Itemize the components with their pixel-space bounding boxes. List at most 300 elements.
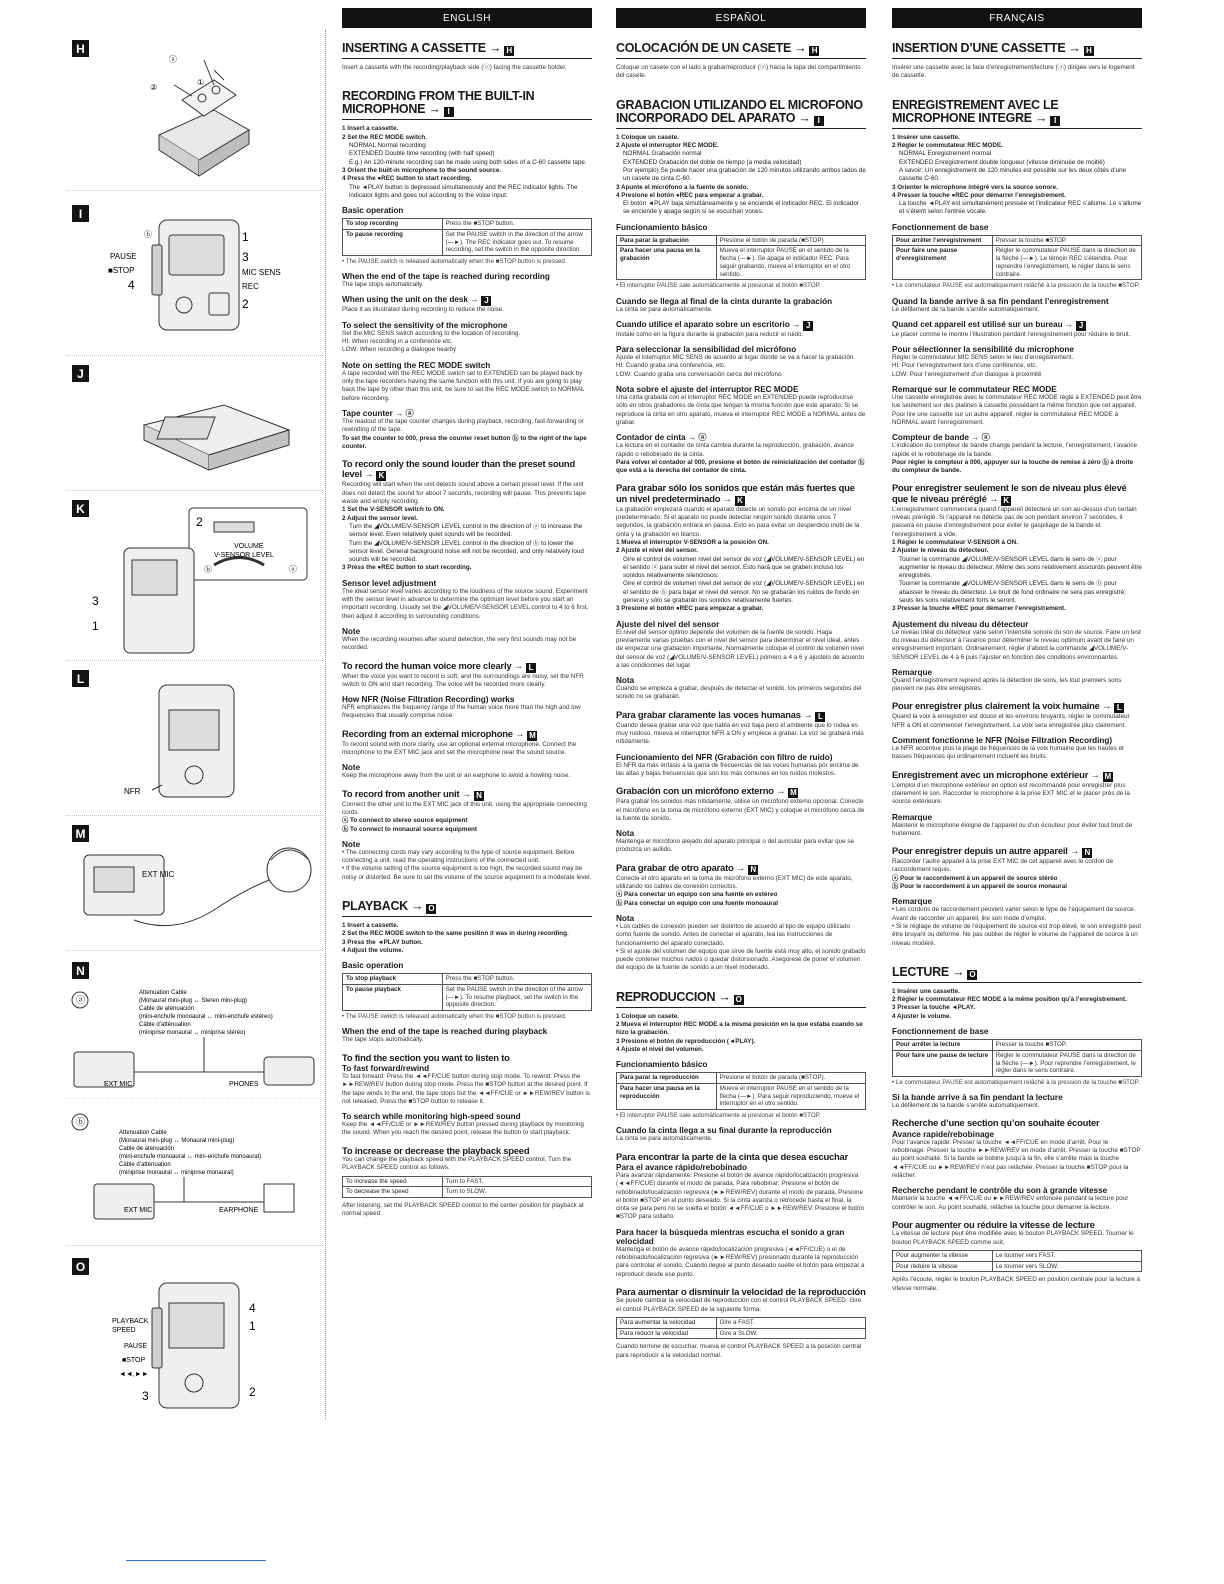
louder-sound-text: Recording will start when the unit detects sound above a certain preset level. If the unit does not detect the sound for about 7 seconds, recording will pause. This prevents tape waste and empty recording. <box>342 481 586 506</box>
human-voice-text: When the voice you want to record is soft, and the surroundings are noisy, set the NFR switch to ON and start recording. The voice will be recorded more clearly. <box>342 672 584 688</box>
fast-forward-title: Para el avance rápido/rebobinado <box>616 1162 748 1172</box>
step-line: 4 Ajuste el nivel del volumen. <box>616 1045 704 1053</box>
sensor-level-title: Sensor level adjustment <box>342 578 437 588</box>
playback-speed-text: La vitesse de lecture peut être modifiée avec le bouton PLAYBACK SPEED. Tourner le bouton PLAYBACK SPEED comme suit. <box>892 1230 1134 1246</box>
fig-n-phones: PHONES <box>229 1081 259 1088</box>
playback-steps <box>616 1013 866 1054</box>
table-cell: Para hacer una pausa en la reproducción <box>617 1083 717 1109</box>
tape-counter-title: Compteur de bande → ⓐ <box>892 433 990 443</box>
rec-mode-note-title: Note on setting the REC MODE switch <box>342 360 491 370</box>
another-unit-monaural: ⓑ Pour le raccordement à un appareil de source monaural <box>892 883 1067 891</box>
basic-operation-label: Fonctionnement de base <box>892 1027 989 1037</box>
fig-o-label-playback: PLAYBACK <box>112 1318 149 1325</box>
section-icon: O <box>734 995 744 1005</box>
cords-note: • Les cordons de raccordement peuvent varier selon le type de l’équipement de source. Avant de raccorder un appareil, lire son mode d’emploi. <box>892 906 1136 922</box>
step-line: 3 Presione el botón ●REC para empezar a grabar. <box>616 605 764 613</box>
step-line: La touche ◄PLAY est simultanément pressée et l’indicateur REC s’allume. Le s’allume et s’éteint selon l’entrée vocale. <box>899 200 1142 216</box>
note-label: Note <box>342 626 361 636</box>
step-line: 4 Adjust the volume. <box>342 946 404 954</box>
note-label: Remarque <box>892 897 933 907</box>
pause-note-playback: • Le commutateur PAUSE est automatiquement relâché à la pression de la touche ■STOP. <box>892 1079 1140 1087</box>
sensitivity-low: LOW: Cuando graba una conversación cerca del micrófono <box>616 370 782 378</box>
howling-note: Keep the microphone away from the unit or an earphone to avoid a howling noise. <box>342 772 571 780</box>
language-header: ESPAÑOL <box>616 8 866 28</box>
section-icon: O <box>426 904 436 914</box>
table-cell: Le tourner vers FAST. <box>992 1250 1141 1261</box>
figure-j <box>64 365 322 490</box>
pause-note: • The PAUSE switch is released automatically when the ■STOP button is pressed. <box>342 258 567 266</box>
table-cell: Mueva el interruptor PAUSE en el sentido de la flecha (—►). Se apaga el indicador REC. Para seguir grabando, mueva el interruptor en el otro sentido. <box>716 246 865 280</box>
louder-sound-text: La grabación empezará cuando el aparato detecte un sonido por encima de un nivel predeterminado. Si el aparato no puede detectar ningún sonido durante unos 7 segundos, la grabación entrará en pausa. Esto es para evitar un desperdicio inútil de la cinta y la grabación en blanco. <box>616 505 860 538</box>
table-cell: To stop playback <box>343 974 443 985</box>
table-cell: Press the ■STOP button. <box>442 219 591 230</box>
end-of-tape-title: When the end of the tape is reached during recording <box>342 272 550 282</box>
playback-controls-illustration <box>64 1258 322 1428</box>
sensitivity-text: Régler le commutateur MIC SENS selon le lieu d’enregistrement. <box>892 354 1074 362</box>
table-cell: To increase the speed <box>343 1176 443 1187</box>
recorder-controls-illustration <box>64 205 322 355</box>
table-cell: Pour réduire la vitesse <box>893 1261 993 1272</box>
table-row <box>343 1187 592 1198</box>
fig-k-label-a: ⓐ <box>289 565 297 574</box>
step-line: NORMAL Grabación normal <box>623 150 702 158</box>
section-icon: H <box>809 46 819 56</box>
column-english <box>342 8 592 1219</box>
desk-title: Cuando utilice el aparato sobre un escritorio → J <box>616 320 866 331</box>
end-of-tape-playback-title: Cuando la cinta llega a su final durante la reproducción <box>616 1126 832 1136</box>
step-line: NORMAL Normal recording <box>349 142 426 150</box>
desk-text: Place it as illustrated during recording to reduce the noise. <box>342 306 505 314</box>
playback-speed-table <box>616 1317 866 1340</box>
rec-mode-note-text: Una cinta grabada con el interruptor REC MODE en EXTENDED puede reproducirse sólo en otros grabadores de cinta que tengan la misma función que este aparato. Si se reproduce la cinta en otro aparato, mueva el interruptor REC MODE a NORMAL antes de grabar. <box>616 394 866 426</box>
nfr-text: El NFR da más énfasis a la gama de frecuencias de las voces humanas por encima de las altas y bajas frecuencias que son los más comunes en los ruidos molestos. <box>616 761 859 777</box>
pause-note: • El interruptor PAUSE sale automáticamente al presionar el botón ■STOP. <box>616 282 821 290</box>
sensor-level-title: Ajuste del nivel del sensor <box>616 619 720 629</box>
step-line: 1 Coloque un casete. <box>616 1012 679 1020</box>
sensitivity-text: Set the MIC SENS switch according to the location of recording. <box>342 329 521 337</box>
table-cell: To pause playback <box>343 984 443 1010</box>
fig-n-ext-mic-a: EXT MIC <box>104 1081 133 1088</box>
playback-speed-title: To increase or decrease the playback speed <box>342 1144 530 1156</box>
section-icon: M <box>790 788 797 798</box>
step-line: 1 Set the V-SENSOR switch to ON. <box>342 506 445 514</box>
table-row <box>893 1250 1142 1261</box>
end-of-tape-playback-title: When the end of the tape is reached during playback <box>342 1027 548 1037</box>
table-row <box>343 984 592 1010</box>
fig-o-label-stop: ■STOP <box>122 1357 146 1364</box>
table-row <box>617 1083 866 1109</box>
step-line: EXTENDED Enregistrement double longueur (vitesse diminuée de moitié) <box>899 158 1105 166</box>
section-icon: J <box>1076 321 1086 331</box>
section-icon: H <box>504 46 514 56</box>
step-line: Tourner la commande ◢VOLUME/V-SENSOR LEVEL dans le sens de ⓑ pour abaisser le niveau du détecteur. Le bruit de fond ordinaire ne sera pas enregistré, seuls les sons relativement forts le seront. <box>899 580 1126 605</box>
fig-n-cable-a-3: (mini-enchufe monoaural ↔ mini-enchufe estéreo) <box>139 1014 273 1020</box>
volume-note: • Si el ajuste del volumen del equipo que sirve de fuente está muy alto, el sonido grabado puede contener muchos ruidos o quedar distorsionado. Asegúrese de poner el volumen del equipo de la fuente de sonido a un nivel moderado. <box>616 947 866 972</box>
table-cell: Para parar la grabación <box>617 235 717 246</box>
step-line: 2 Set the REC MODE switch to the same position it was in during recording. <box>342 930 569 938</box>
external-mic-title: Recording from an external microphone → M <box>342 727 536 740</box>
basic-operation-label: Basic operation <box>342 206 404 216</box>
external-mic-title: Grabación con un micrófono externo → M <box>616 785 797 798</box>
section-icon: I <box>444 107 454 117</box>
vsensor-illustration <box>64 500 322 660</box>
figure-letter: J <box>72 365 89 382</box>
volume-note: • If the volume setting of the source equipment is too high, the recorded sound may be noisy or distorted. Be sure to set the volume of the source equipment to a moderate level. <box>342 865 592 881</box>
another-unit-text: Raccorder l’autre appareil à la prise EXT MIC de cet appareil avec le cordon de raccordement requis. <box>892 858 1114 874</box>
louder-sound-text: L’enregistrement commencera quand l’appareil détectera un son au-dessus d’un certain niveau préréglé. Si l’appareil ne détecte pas de son pendant environ 7 secondes, il passera en pause d’enregistrement pour éviter le gaspillage de la bande et l’enregistrement à vide. <box>892 505 1137 538</box>
table-cell: Presione el botón de parada (■STOP) <box>716 235 865 246</box>
figure-m <box>64 825 322 950</box>
step-line: 3 Presser la touche ●REC pour démarrer l’enregistrement. <box>892 605 1066 613</box>
step-line: Gire el control de volumen nivel del sensor de voz (◢VOLUME/V-SENSOR LEVEL) en el sentido de ⓑ para bajar el nivel del sensor. No se grabarán los ruidos de fondo en general y sólo se grabarán los sonidos relativamente fuertes. <box>623 580 865 605</box>
external-mic-illustration <box>64 825 322 950</box>
pause-note: • Le commutateur PAUSE est automatiquement relâché à la pression de la touche ■STOP. <box>892 282 1140 290</box>
sensor-level-text: El nivel del sensor óptimo depende del volumen de la fuente de sonido. Haga previamente varias pruebas con el nivel del sensor para determinar el nivel ideal, antes de empezar una grabación importante. Normalmente coloque el control de volumen nivel del sensor de voz (◢VOLUME/V-SENSOR LEVEL) primero a 4 a 6 y ajústelo de acuerdo a las condiciones del lugar. <box>616 628 865 669</box>
external-mic-text: To record sound with more clarity, use an optional external microphone. Connect the microphone to the EXT MIC jack and set the microphone near the sound source. <box>342 740 577 757</box>
fig-h-label-2: ② <box>150 83 158 92</box>
end-of-tape-playback-text: La cinta se para automáticamente. <box>616 1135 713 1143</box>
section-icon: K <box>1001 496 1011 506</box>
section-icon: I <box>814 116 824 126</box>
section-title-playback: PLAYBACK → O <box>342 900 592 917</box>
step-line: 3 Presser la touche ◄PLAY. <box>892 1004 975 1012</box>
louder-sound-title: To record only the sound louder than the preset sound level → K <box>342 458 575 481</box>
after-listening-text: Après l’écoute, régler le bouton PLAYBACK SPEED en position centrale pour la lecture à vitesse normale. <box>892 1276 1141 1292</box>
step-line: 2 Ajuster le niveau du détecteur. <box>892 547 989 555</box>
fast-forward-title: To fast forward/rewind <box>342 1063 430 1073</box>
playback-speed-title: Para aumentar o disminuir la velocidad de la reproducción <box>616 1285 866 1297</box>
section-icon: K <box>735 496 745 506</box>
tape-counter-text: L’indication du compteur de bande change pendant la lecture, l’enregistrement, l’avance rapide et le rebobinage de la bande. <box>892 442 1138 458</box>
louder-sound-steps <box>616 539 866 614</box>
basic-operation-label: Fonctionnement de base <box>892 222 989 232</box>
table-row <box>893 1261 1142 1272</box>
note-label: Nota <box>616 829 635 839</box>
table-cell: Para hacer una pausa en la grabación <box>617 246 717 280</box>
bottom-link-rule <box>126 1560 266 1561</box>
fig-h-label-a: ⓐ <box>169 55 177 64</box>
section-icon: N <box>1082 848 1092 858</box>
fig-m-label-ext-mic: EXT MIC <box>142 870 175 879</box>
rec-mode-note-title: Remarque sur le commutateur REC MODE <box>892 385 1057 395</box>
search-title: Recherche pendant le contrôle du son à grande vitesse <box>892 1186 1108 1196</box>
human-voice-title: Para grabar claramente las voces humanas → L <box>616 710 866 722</box>
end-of-tape-text: La cinta se para automáticamente. <box>616 305 713 313</box>
table-row <box>617 235 866 246</box>
fig-n-cable-a-5: (miniprise monaural ↔ miniprise stéréo) <box>139 1030 246 1036</box>
table-row <box>617 246 866 280</box>
external-mic-text: Para grabar los sonidos más nítidamente, utilice un micrófono externo opcional. Conecte el micrófono en la toma de micrófono externo (EXT MIC) y coloque el micrófono cerca de la fuente de sonido. <box>616 798 865 822</box>
fig-i-label-2: 2 <box>242 297 249 311</box>
step-line: El botón ◄PLAY baja simultáneamente y se enciende el indicador REC. El indicador se enciende y apaga según si se escuchan voces. <box>623 200 859 216</box>
table-cell: Turn to SLOW. <box>442 1187 591 1198</box>
table-cell: To pause recording <box>343 229 443 255</box>
step-line: 1 Insérer une cassette. <box>892 133 960 141</box>
playback-steps <box>892 988 1142 1021</box>
section-icon: J <box>481 296 491 306</box>
pause-note-playback: • El interruptor PAUSE sale automáticamente al presionar el botón ■STOP. <box>616 1112 821 1120</box>
fig-n-cable-b-3: (mini-enchufe monoaural ↔ mini-enchufe monoaural) <box>119 1154 262 1160</box>
fig-o-label-2: 2 <box>249 1385 256 1399</box>
step-line: Turn the ◢VOLUME/V-SENSOR LEVEL control in the direction of ⓐ to increase the sensor level. Even relatively quiet sounds will be recorded. <box>349 522 583 539</box>
another-unit-stereo: ⓐ Para conectar un equipo con una fuente en estéreo <box>616 891 778 899</box>
fast-forward-text: Pour l’avance rapide: Presser la touche ◄◄FF/CUE en mode d’arrêt. Pour le rebobinage: Presser la touche ►►REW/REV en mode d’arrêt. Presser la touche ■STOP au point souhaité. Si la bande se bobine jusqu’à la fin, elle s’arrête mais la touche ◄◄FF/CUE ou ►►REW/REV n’est pas relâchée. Presser la touche ■STOP pour la relâcher. <box>892 1138 1141 1179</box>
table-cell: Pour augmenter la vitesse <box>893 1250 993 1261</box>
section-title-insert: INSERTING A CASSETTE → H <box>342 42 592 59</box>
nfr-title: Funcionamiento del NFR (Grabación con filtro de ruido) <box>616 752 833 762</box>
step-line: 1 Insert a cassette. <box>342 922 399 930</box>
step-line: 3 Press the ●REC button to start recording. <box>342 564 472 572</box>
step-line: 3 Orient the built-in microphone to the sound source. <box>342 166 502 174</box>
fig-o-label-ffrew: ◄◄,►► <box>119 1371 149 1378</box>
playback-speed-title: Pour augmenter ou réduire la vitesse de lecture <box>892 1218 1095 1230</box>
table-row <box>343 1176 592 1187</box>
another-unit-text: Conecte el otro aparato en la toma de micrófono externo (EXT MIC) de este aparato, utilizando los cables de conexión correctos. <box>616 874 853 891</box>
step-line: 2 Régler le commutateur REC MODE à la même position qu’à l’enregistrement. <box>892 996 1127 1004</box>
search-title: Para hacer la búsqueda mientras escucha el sonido a gran velocidad <box>616 1227 845 1246</box>
note-label: Nota <box>616 913 635 923</box>
louder-sound-steps <box>892 539 1142 614</box>
step-line: E.g.) An 120-minute recording can be made using both sides of a C-60 cassette tape. <box>349 158 587 166</box>
rec-mode-note-text: A tape recorded with the REC MODE switch set to EXTENDED can be played back by only the tape recorders having the same function with this unit. If you are going to play back the tape by other than this unit, be sure to set the REC MODE switch to NORMAL before recording. <box>342 369 585 402</box>
recording-operation-table <box>616 235 866 281</box>
playback-steps <box>342 922 592 955</box>
step-line: 1 Insert a cassette. <box>342 125 399 133</box>
sensitivity-text: Ajuste el interruptor MIC SENS de acuerdo al lugar donde se va a hacer la grabación. <box>616 354 856 362</box>
figure-letter: O <box>72 1258 89 1275</box>
step-line: 3 Apunte el micrófono a la fuente de sonido. <box>616 183 749 191</box>
desk-text: Le placer comme le montre l’illustration pendant l’enregistrement pour réduire le bruit. <box>892 330 1131 338</box>
step-line: The ◄PLAY button is depressed simultaneously and the REC indicator lights. The indicator lights and goes out according to the voice input. <box>349 183 578 199</box>
playback-operation-table <box>892 1039 1142 1077</box>
basic-operation-label: Basic operation <box>342 961 404 971</box>
fig-n-ext-mic-b: EXT MIC <box>124 1207 153 1214</box>
sensitivity-low: LOW: Pour l’enregistrement d’un dialogue à proximité <box>892 370 1042 378</box>
recording-operation-table <box>892 235 1142 281</box>
recording-steps <box>342 125 592 200</box>
step-line: 1 Mueva el interruptor V-SENSOR a la posición ON. <box>616 538 769 546</box>
search-title: To search while monitoring high-speed sound <box>342 1112 521 1122</box>
search-text: Mantenga el botón de avance rápido/localización progresiva (◄◄FF/CUE) o el de rebobinado/localización regresiva (►►REW/REV) presionado durante la reproducción para controlar el sonido. Cuando llegue al punto deseado suelte el botón para empezar a reproducir desde ese punto. <box>616 1245 865 1278</box>
note-label: Remarque <box>892 812 933 822</box>
figure-l <box>64 670 322 815</box>
fig-k-label-1: 1 <box>92 619 99 633</box>
table-cell: Gire a FAST. <box>716 1317 865 1328</box>
section-title-insert: INSERTION D’UNE CASSETTE → H <box>892 42 1142 59</box>
volume-note: • Si le réglage de volume de l’équipement de source est trop élevé, le son enregistré peut être bruyant ou déformé. Ne pas oublier de régler le volume de l’appareil de source à un niveau modéré. <box>892 922 1141 947</box>
sensitivity-title: To select the sensitivity of the microphone <box>342 320 508 330</box>
table-row <box>343 974 592 985</box>
tape-counter-reset: Pour régler le compteur à 000, appuyer sur la touche de remise à zéro ⓑ à droite du compteur de bande. <box>892 458 1134 475</box>
step-line: 4 Presser la touche ●REC pour démarrer l’enregistrement. <box>892 191 1066 199</box>
sensitivity-title: Para seleccionar la sensibilidad del micrófono <box>616 345 797 355</box>
fig-i-label-3: 3 <box>242 250 249 264</box>
note-label: Remarque <box>892 667 933 677</box>
recording-operation-table <box>342 218 592 256</box>
section-icon: K <box>376 471 386 481</box>
step-line: 3 Press the ◄PLAY button. <box>342 938 423 946</box>
section-title-insert: COLOCACIÓN DE UN CASETE → H <box>616 42 866 59</box>
table-cell: To stop recording <box>343 219 443 230</box>
nfr-title: How NFR (Noise Filtration Recording) works <box>342 695 515 705</box>
table-cell: Pour faire une pause de lecture <box>893 1050 993 1076</box>
fig-k-label-2: 2 <box>196 515 203 529</box>
table-cell: Pour arrêter l’enregistrement <box>893 235 993 246</box>
table-cell: To decrease the speed <box>343 1187 443 1198</box>
step-line: EXTENDED Double time recording (with half speed) <box>349 150 495 158</box>
figure-h <box>64 40 322 190</box>
step-line: 3 Orienter le microphone intégré vers la source sonore. <box>892 183 1058 191</box>
another-unit-stereo: ⓐ Pour le raccordement à un appareil de source stéréo <box>892 874 1058 882</box>
section-title-recording: GRABACION UTILIZANDO EL MICROFONO INCORPORADO DEL APARATO → I <box>616 99 866 129</box>
fig-k-label-b: ⓑ <box>204 565 212 574</box>
fig-n-cable-a-0: Attenuation Cable <box>139 990 187 996</box>
tape-counter-text: La lectura en el contador de cinta cambia durante la reproducción, grabación, avance rápido o rebobinado de la cinta. <box>616 442 855 458</box>
howling-note: Maintenir le microphone éloigné de l’appareil ou d’un écouteur pour éviter tout bruit de hurlement. <box>892 821 1133 837</box>
table-row <box>893 235 1142 246</box>
table-row <box>343 219 592 230</box>
step-line: Tourner la commande ◢VOLUME/V-SENSOR LEVEL dans le sens de ⓐ pour augmenter le niveau du détecteur. Même des sons relativement assourdis peuvent être enregistrés. <box>899 555 1142 580</box>
table-cell: Régler le commutateur PAUSE dans la direction de la flèche (—►). Pour reprendre l’enregistrement, le régler dans le sens contraire. <box>992 1050 1141 1076</box>
illustration-strip <box>64 30 326 1420</box>
cassette-insert-illustration <box>64 40 322 190</box>
playback-speed-table <box>892 1250 1142 1273</box>
step-line: Gire el control de volumen nivel del sensor de voz (◢VOLUME/V-SENSOR LEVEL) en el sentido ⓐ para subir el nivel del sensor. Esto hará que se graben incluso los sonidos relativamente silenciosos. <box>623 555 865 580</box>
another-unit-illustration <box>64 962 322 1242</box>
step-line: Turn the ◢VOLUME/V-SENSOR LEVEL control in the direction of ⓑ to lower the sensor level. General background noise will not be recorded, and only relatively loud sounds will be recorded. <box>349 539 584 564</box>
fast-forward-title: Avance rapide/rebobinage <box>892 1129 995 1139</box>
end-of-tape-playback-title: Si la bande arrive à sa fin pendant la lecture <box>892 1093 1063 1103</box>
table-row <box>893 1040 1142 1051</box>
pause-note-playback: • The PAUSE switch is released automatically when the ■STOP button is pressed. <box>342 1013 567 1021</box>
note-resume-text: Cuando se empieza a grabar, después de detectar el sonido, los primeros segundos del sonido no se grabarán. <box>616 685 862 701</box>
sensitivity-title: Pour sélectionner la sensibilité du microphone <box>892 345 1074 355</box>
step-line: 1 Régler le commutateur V-SENSOR à ON. <box>892 538 1018 546</box>
playback-speed-text: You can change the playback speed with the PLAYBACK SPEED control. Turn the PLAYBACK SPEED control as follows. <box>342 1156 572 1172</box>
fig-n-cable-b-1: (Monaural mini-plug ↔ Monaural mini-plug) <box>119 1138 235 1144</box>
note-resume-text: When the recording resumes after sound detection, the very first sounds may not be recorded. <box>342 635 577 652</box>
end-of-tape-title: Quand la bande arrive à sa fin pendant l’enregistrement <box>892 296 1109 306</box>
tape-counter-title: Tape counter → ⓐ <box>342 408 414 418</box>
human-voice-text: Quand la voix à enregistrer est douce et les environs bruyants, régler le commutateur NFR à ON et commencer l’enregistrement. La voix sera enregistrée plus clairement. <box>892 713 1130 729</box>
section-icon: N <box>748 865 758 875</box>
table-cell: Para parar la reproducción <box>617 1073 717 1084</box>
human-voice-title: Pour enregistrer plus clairement la voix humaine → L <box>892 701 1142 713</box>
playback-speed-table <box>342 1176 592 1199</box>
search-text: Maintenir la touche ◄◄FF/CUE ou ►►REW/REV enfoncée pendant la lecture pour contrôler le son. Au point souhaité, relâcher la touche pour démarrer la lecture. <box>892 1195 1129 1211</box>
section-title-playback: REPRODUCCION → O <box>616 991 866 1008</box>
figure-letter: M <box>72 825 89 842</box>
recording-steps <box>616 134 866 217</box>
fig-o-label-4: 4 <box>249 1301 256 1315</box>
column-french <box>892 8 1142 1293</box>
step-line: 2 Ajuste el nivel del sensor. <box>616 547 699 555</box>
table-cell: Presione el botón de parada (■STOP). <box>716 1073 865 1084</box>
find-section-title: Recherche d’une section qu’on souhaite écouter <box>892 1117 1100 1129</box>
table-row <box>617 1317 866 1328</box>
table-row <box>343 229 592 255</box>
another-unit-title: Para grabar de otro aparato → N <box>616 863 866 875</box>
table-cell: Régler le commutateur PAUSE dans la direction de la flèche (—►). Le témoin REC s’éteindra. Pour reprendre l’enregistrement, le régler dans le sens contraire. <box>992 246 1141 280</box>
figure-letter: L <box>72 670 89 687</box>
fig-i-label-mic-sens: MIC SENS <box>242 268 281 277</box>
after-listening-text: Cuando termine de escuchar, mueva el control PLAYBACK SPEED a la posición central para reproducir a la velocidad normal. <box>616 1343 862 1359</box>
step-line: 4 Presione el botón ●REC para empezar a grabar. <box>616 191 764 199</box>
note-label: Nota <box>616 676 635 686</box>
step-line: 2 Set the REC MODE switch. <box>342 133 428 141</box>
desk-text: Instale como en la figura durante la grabación para reducir el ruido. <box>616 330 804 338</box>
end-of-tape-playback-text: Le défilement de la bande s’arrête automatiquement. <box>892 1102 1040 1110</box>
step-line: 1 Coloque un casete. <box>616 133 679 141</box>
table-cell: Para reducir la velocidad <box>617 1328 717 1339</box>
table-cell: Turn to FAST. <box>442 1176 591 1187</box>
table-cell: Set the PAUSE switch in the direction of the arrow (—►). To resume playback, set the switch in the opposite direction. <box>442 984 591 1010</box>
language-header: FRANÇAIS <box>892 8 1142 28</box>
section-title-recording: RECORDING FROM THE BUILT-IN MICROPHONE → I <box>342 90 592 120</box>
step-line: 2 Adjust the sensor level. <box>342 514 418 522</box>
fig-n-cable-b-4: Câble d’atténuation <box>119 1162 171 1168</box>
basic-operation-label: Funcionamiento básico <box>616 222 708 232</box>
howling-note: Mantenga el micrófono alejado del aparato principal o del auricular para evitar que se produzca un aullido. <box>616 838 855 854</box>
fig-i-label-b: ⓑ <box>144 230 152 239</box>
playback-speed-text: Se puede cambiar la velocidad de reproducción con el control PLAYBACK SPEED. Gire el control PLAYBACK SPEED de la siguiente forma. <box>616 1297 862 1313</box>
section-icon: L <box>526 663 536 673</box>
section-icon: H <box>1084 46 1094 56</box>
step-line: A savoir: Un enregistrement de 120 minutes est possible sur les deux côtés d’une cassette C-60. <box>899 166 1127 183</box>
step-line: 1 Insérer une cassette. <box>892 987 960 995</box>
figure-letter: N <box>72 962 89 979</box>
step-line: 4 Press the ●REC button to start recording. <box>342 175 472 183</box>
louder-sound-title: Para grabar sólo los sonidos que están más fuertes que un nivel predeterminado → K <box>616 482 855 505</box>
fig-k-label-volume: VOLUME <box>234 543 264 550</box>
another-unit-stereo: ⓐ To connect to stereo source equipment <box>342 817 468 825</box>
step-line: 2 Ajuste el interruptor REC MODE. <box>616 142 719 150</box>
tape-counter-text: The readout of the tape counter changes during playback, recording, fast-forwarding or rewinding of the tape. <box>342 417 584 434</box>
recording-steps <box>892 134 1142 217</box>
figure-o <box>64 1258 322 1428</box>
find-section-title: Para encontrar la parte de la cinta que desea escuchar <box>616 1150 849 1162</box>
search-text: Keep the ◄◄FF/CUE or ►►REW/REV button pressed during playback by monitoring the sound. When you reach the desired point, release the button to start playback. <box>342 1121 584 1137</box>
external-mic-title: Enregistrement avec un microphone extérieur → M <box>892 768 1111 781</box>
fig-n-cable-a-1: (Monaural mini-plug ↔ Stereo mini-plug) <box>139 998 248 1004</box>
section-icon: N <box>474 791 484 801</box>
desk-title: When using the unit on the desk → J <box>342 295 592 306</box>
table-cell: Le tourner vers SLOW. <box>992 1261 1141 1272</box>
section-icon: M <box>1104 771 1111 781</box>
step-line: Por ejemplo) Se puede hacer una grabación de 120 minutos utilizando ambos lados de un casete de cinta C-60. <box>623 166 866 183</box>
sensitivity-low: LOW: When recording a dialogue nearby <box>342 346 456 354</box>
note-label: Note <box>342 763 361 773</box>
tape-counter-reset: To set the counter to 000, press the counter reset button ⓑ to the right of the tape counter. <box>342 434 587 450</box>
human-voice-title: To record the human voice more clearly → L <box>342 661 592 673</box>
fig-i-label-pause: PAUSE <box>110 252 137 261</box>
section-icon: I <box>1050 116 1060 126</box>
cords-note: • Los cables de conexión pueden ser distintos de acuerdo al tipo de equipo utilizado como fuente de sonido. Antes de conectar el aparato, lea las instrucciones de funcionamiento del aparato conectado. <box>616 922 850 947</box>
desk-title: Quand cet appareil est utilisé sur un bureau → J <box>892 320 1142 331</box>
fig-i-label-4: 4 <box>128 278 135 292</box>
louder-sound-steps <box>342 506 592 572</box>
table-row <box>617 1328 866 1339</box>
step-line: 2 Régler le commutateur REC MODE. <box>892 142 1003 150</box>
table-cell: Presser la touche ■STOP. <box>992 235 1141 246</box>
table-cell: Press the ■STOP button. <box>442 974 591 985</box>
language-header: ENGLISH <box>342 8 592 28</box>
after-listening-text: After listening, set the PLAYBACK SPEED control to the center position for playback at normal speed. <box>342 1202 584 1218</box>
fig-i-label-rec: REC <box>242 282 259 291</box>
section-icon: M <box>529 730 536 740</box>
end-of-tape-title: Cuando se llega al final de la cinta durante la grabación <box>616 296 833 306</box>
fig-k-label-vsensor: V-SENSOR LEVEL <box>214 552 274 559</box>
